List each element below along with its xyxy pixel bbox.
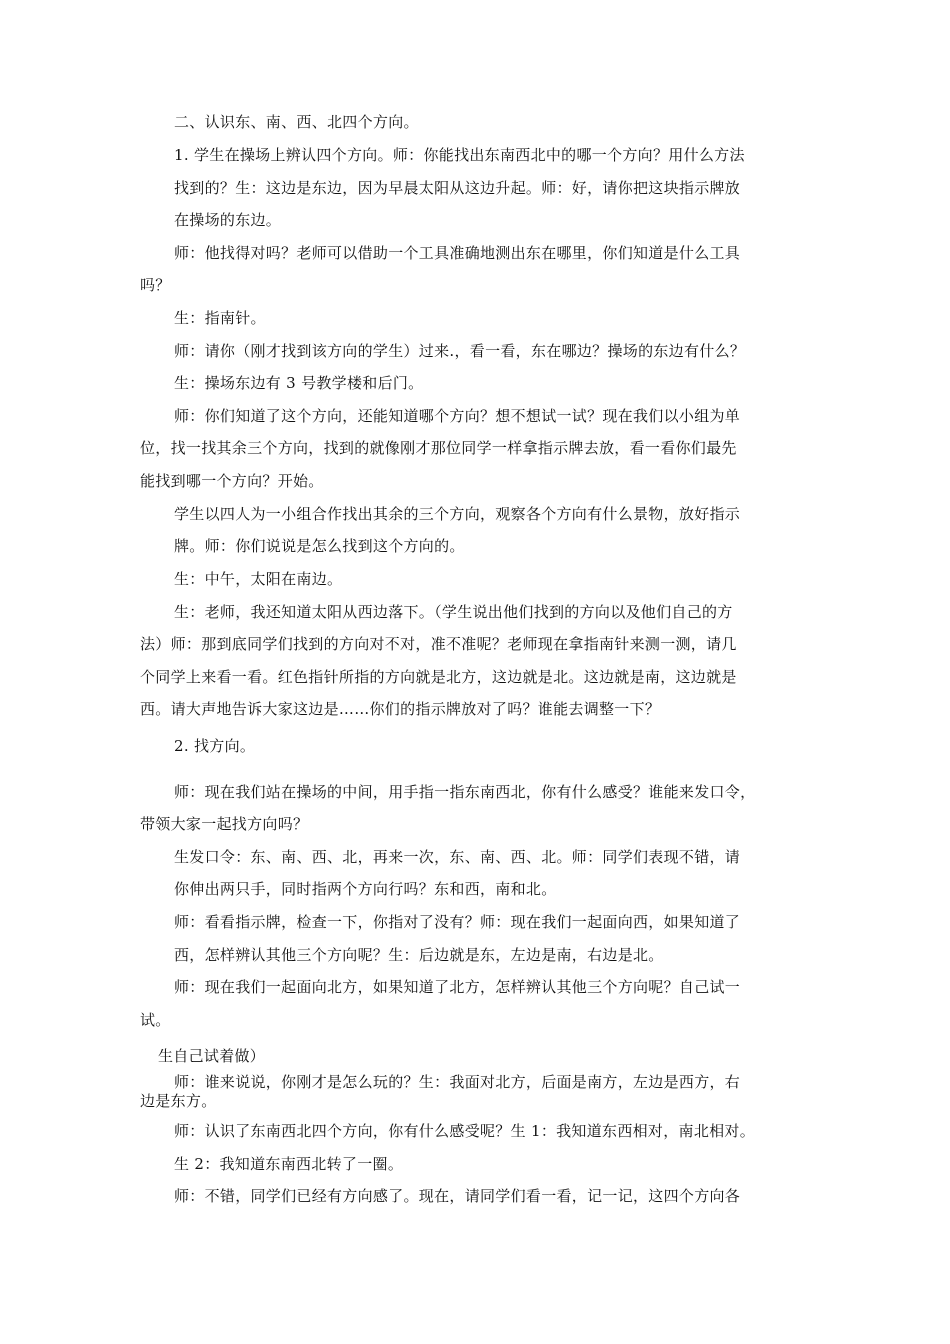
paragraph-line: 师：不错，同学们已经有方向感了。现在，请同学们看一看，记一记，这四个方向各 xyxy=(174,1187,741,1205)
paragraph-line: 师：请你（刚才找到该方向的学生）过来.，看一看，东在哪边？操场的东边有什么？ xyxy=(174,342,746,360)
paragraph-line: 找到的？生：这边是东边，因为早晨太阳从这边升起。师：好，请你把这块指示牌放 xyxy=(174,179,741,197)
paragraph-line: 你伸出两只手，同时指两个方向行吗？东和西，南和北。 xyxy=(174,880,557,898)
paragraph-line: 师：现在我们站在操场的中间，用手指一指东南西北，你有什么感受？谁能来发口令， xyxy=(174,783,756,801)
paragraph-line: 生发口令：东、南、西、北，再来一次，东、南、西、北。师：同学们表现不错，请 xyxy=(174,848,741,866)
section-heading: 二、认识东、南、西、北四个方向。 xyxy=(174,113,419,131)
paragraph-line: 试。 xyxy=(140,1011,171,1029)
paragraph-line: 师：你们知道了这个方向，还能知道哪个方向？想不想试一试？现在我们以小组为单 xyxy=(174,407,741,425)
paragraph-line: 带领大家一起找方向吗？ xyxy=(140,815,309,833)
paragraph-line: 吗？ xyxy=(140,276,171,294)
paragraph-line: 位，找一找其余三个方向，找到的就像刚才那位同学一样拿指示牌去放，看一看你们最先 xyxy=(140,439,737,457)
paragraph-line: 师：他找得对吗？老师可以借助一个工具准确地测出东在哪里，你们知道是什么工具 xyxy=(174,244,741,262)
paragraph-line: 牌。师：你们说说是怎么找到这个方向的。 xyxy=(174,537,465,555)
paragraph-line: 法）师：那到底同学们找到的方向对不对，准不准呢？老师现在拿指南针来测一测，请几 xyxy=(140,635,737,653)
paragraph-line: 能找到哪一个方向？开始。 xyxy=(140,472,324,490)
paragraph-line: 师：现在我们一起面向北方，如果知道了北方，怎样辨认其他三个方向呢？自己试一 xyxy=(174,978,741,996)
paragraph-line: 西。请大声地告诉大家这边是……你们的指示牌放对了吗？谁能去调整一下？ xyxy=(140,700,661,718)
paragraph-line: 生：老师，我还知道太阳从西边落下。（学生说出他们找到的方向以及他们自己的方 xyxy=(174,603,733,621)
paragraph-line: 师：看看指示牌，检查一下，你指对了没有？师：现在我们一起面向西，如果知道了 xyxy=(174,913,741,931)
paragraph-line: 生自己试着做） xyxy=(158,1047,266,1065)
paragraph-line: 西，怎样辨认其他三个方向呢？生：后边就是东，左边是南，右边是北。 xyxy=(174,946,664,964)
subsection-heading: 2. 找方向。 xyxy=(174,737,256,755)
paragraph-line: 边是东方。 xyxy=(140,1092,217,1110)
paragraph-line: 师：认识了东南西北四个方向，你有什么感受呢？生 1：我知道东西相对，南北相对。 xyxy=(174,1122,756,1140)
paragraph-line: 1. 学生在操场上辨认四个方向。师：你能找出东南西北中的哪一个方向？用什么方法 xyxy=(174,146,745,164)
paragraph-line: 师：谁来说说，你刚才是怎么玩的？生：我面对北方，后面是南方，左边是西方，右 xyxy=(174,1073,741,1091)
paragraph-line: 个同学上来看一看。红色指针所指的方向就是北方，这边就是北。这边就是南，这边就是 xyxy=(140,668,737,686)
paragraph-line: 生：操场东边有 3 号教学楼和后门。 xyxy=(174,374,424,392)
paragraph-line: 生：指南针。 xyxy=(174,309,266,327)
paragraph-line: 学生以四人为一小组合作找出其余的三个方向，观察各个方向有什么景物，放好指示 xyxy=(174,505,741,523)
paragraph-line: 在操场的东边。 xyxy=(174,211,282,229)
paragraph-line: 生 2：我知道东南西北转了一圈。 xyxy=(174,1155,404,1173)
paragraph-line: 生：中午，太阳在南边。 xyxy=(174,570,343,588)
